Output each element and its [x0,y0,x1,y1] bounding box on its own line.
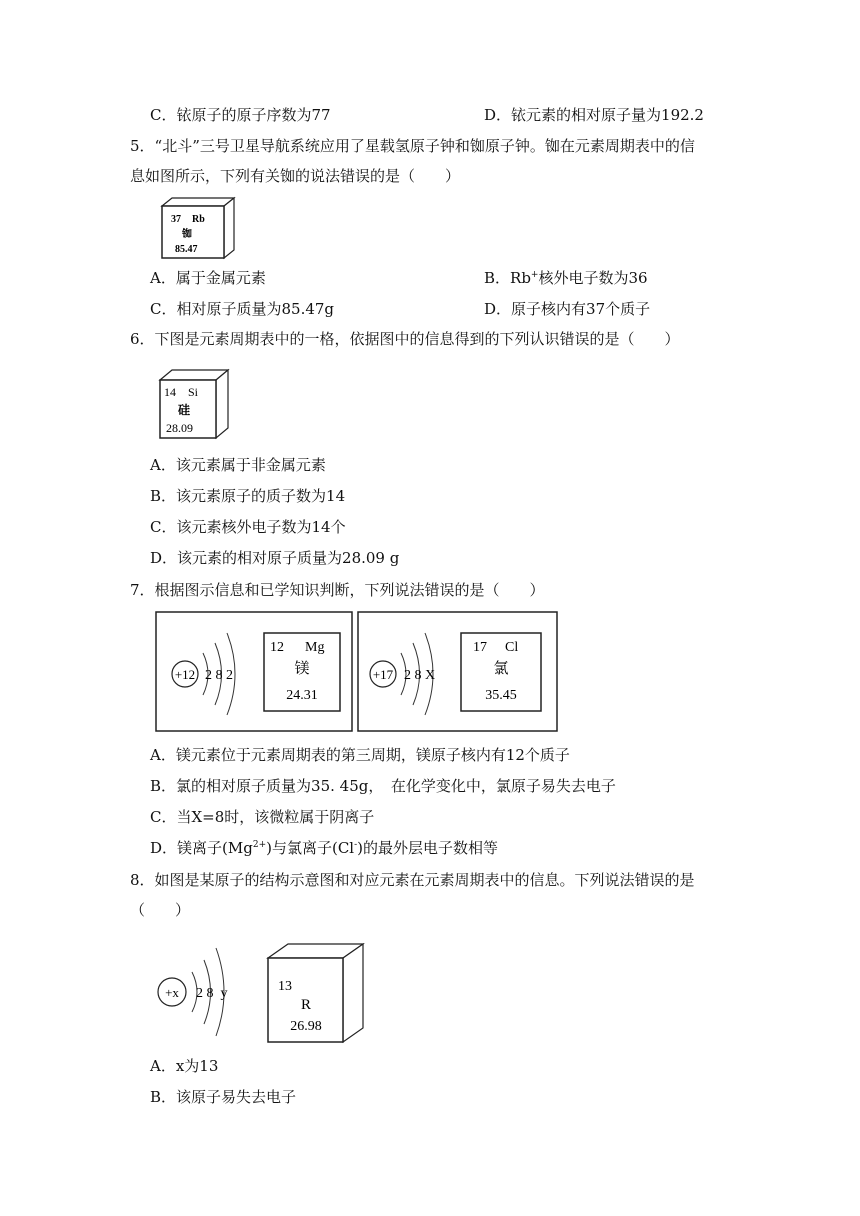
q8-option-a: A．x为13 [150,1057,219,1075]
q8-stem-line2: （ ） [130,901,191,919]
cl-panel [358,612,557,731]
q5-option-b: B．Rb+核外电子数为36 [484,269,648,287]
mg-electron-shells: 2 8 2 [205,668,233,683]
rb-symbol: Rb [192,214,205,225]
mg-panel [156,612,352,731]
q7-option-b: B．氯的相对原子质量为35. 45g， 在化学变化中，氯原子易失去电子 [150,777,616,795]
r-electron-shells: 2 8 y [196,986,228,1001]
r-symbol: R [300,997,312,1013]
q5-option-c: C．相对原子质量为85.47g [150,300,335,318]
q6-element-cell-si [158,368,232,442]
q7-option-a: A．镁元素位于元素周期表的第三周期，镁原子核内有12个质子 [150,746,570,764]
q5-stem-line2: 息如图所示，下列有关铷的说法错误的是（ ） [130,167,461,185]
q4-option-d: D．铱元素的相对原子量为192.2 [484,106,704,124]
q8-stem-line1: 8．如图是某原子的结构示意图和对应元素在元素周期表中的信息。下列说法错误的是 [130,871,695,889]
q5-element-cell-rb [158,196,238,262]
rb-name: 铷 [182,229,192,240]
q8-figure [150,936,370,1044]
r-nuclear-charge: +x [165,985,179,1000]
si-symbol: Si [188,385,199,399]
si-atomic-number: 14 [164,385,176,399]
mg-name: 镁 [294,661,310,677]
r-element-cell [268,944,363,1042]
q6-stem: 6．下图是元素周期表中的一格，依据图中的信息得到的下列认识错误的是（ ） [130,330,680,348]
q5-stem-line1: 5．“北斗”三号卫星导航系统应用了星载氢原子钟和铷原子钟。铷在元素周期表中的信 [130,137,695,155]
cl-symbol: Cl [505,640,519,655]
rb-mass: 85.47 [175,244,198,255]
q5-option-d: D．原子核内有37个质子 [484,300,651,318]
q6-option-a: A．该元素属于非金属元素 [150,456,326,474]
q4-option-c: C．铱原子的原子序数为77 [150,106,331,124]
mg-symbol: Mg [305,640,325,655]
q7-stem: 7．根据图示信息和已学知识判断，下列说法错误的是（ ） [130,581,545,599]
mg-atomic-number: 12 [270,640,284,655]
cl-atomic-number: 17 [473,640,487,655]
cl-name: 氯 [493,661,509,677]
q6-option-b: B．该元素原子的质子数为14 [150,487,346,505]
cl-electron-shells: 2 8 X [404,668,436,683]
mg-mass: 24.31 [286,688,318,703]
q7-option-c: C．当X=8时，该微粒属于阴离子 [150,808,375,826]
r-mass: 26.98 [290,1019,322,1034]
q6-option-d: D．该元素的相对原子质量为28.09 g [150,549,400,567]
r-atom-diagram [158,948,228,1036]
q5-option-a: A．属于金属元素 [150,269,266,287]
cl-mass: 35.45 [485,688,517,703]
r-atomic-number: 13 [278,979,292,994]
si-name: 硅 [178,403,191,417]
q7-option-d: D．镁离子$(Mg^{2+})$与氯离子(Cl-)的最外层电子数相等 [150,839,499,857]
rb-atomic-number: 37 [171,214,181,225]
mg-nuclear-charge: +12 [174,667,196,682]
q7-figure [155,611,560,733]
q6-option-c: C．该元素核外电子数为14个 [150,518,346,536]
si-mass: 28.09 [166,421,193,435]
cl-nuclear-charge: +17 [372,667,394,682]
q8-option-b: B．该原子易失去电子 [150,1088,297,1106]
